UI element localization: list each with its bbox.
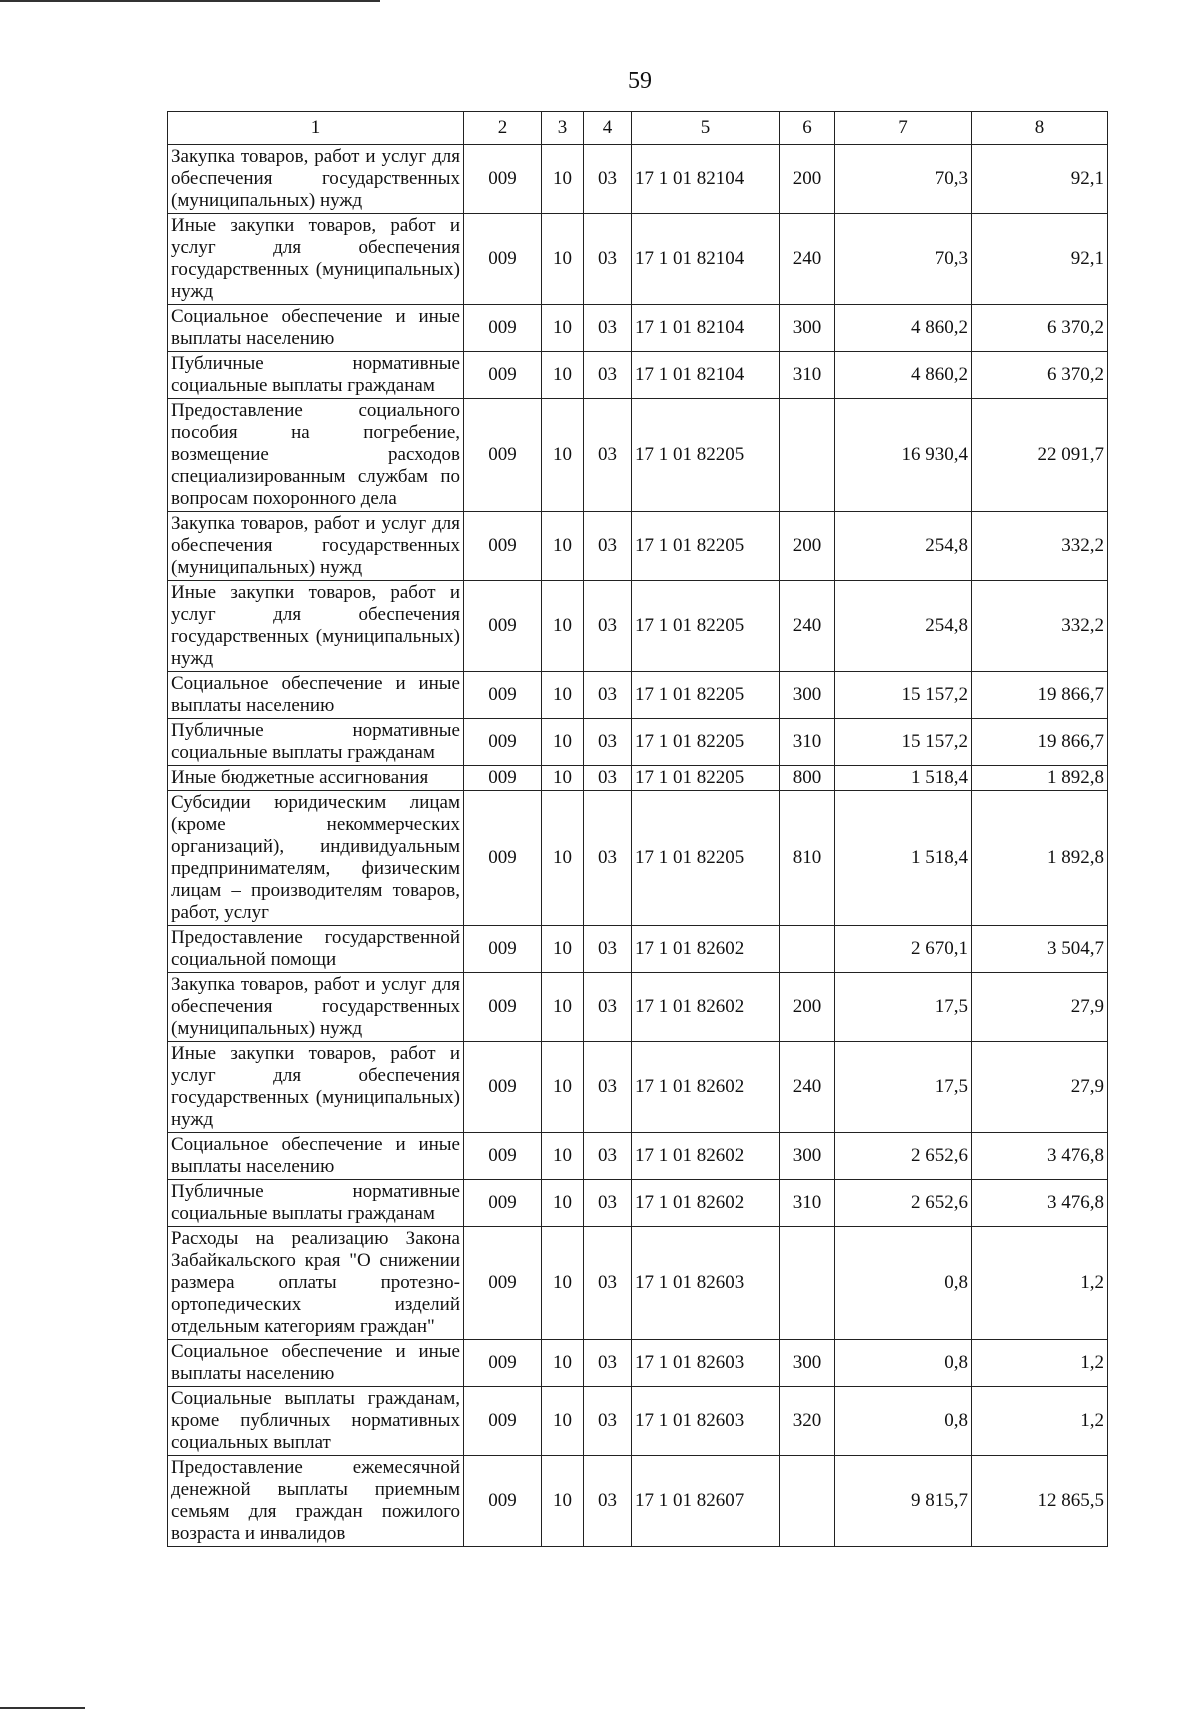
row-sum-1: 9 815,7: [835, 1456, 972, 1547]
row-csr: 17 1 01 82104: [632, 214, 780, 305]
row-rz: 10: [542, 1387, 584, 1456]
row-rz: 10: [542, 672, 584, 719]
row-vr: 310: [780, 1180, 835, 1227]
row-name: Предоставление государственной социальной помощи: [168, 926, 464, 973]
row-name: Социальное обеспечение и иные выплаты населению: [168, 305, 464, 352]
row-sum-2: 1,2: [972, 1227, 1108, 1340]
row-name: Закупка товаров, работ и услуг для обеспечения государственных (муниципальных) нужд: [168, 973, 464, 1042]
row-grbs: 009: [464, 399, 542, 512]
table-row: [168, 926, 1108, 973]
row-vr: [780, 1227, 835, 1340]
row-sum-2: 6 370,2: [972, 352, 1108, 399]
row-sum-2: 3 476,8: [972, 1133, 1108, 1180]
row-name: Предоставление социального пособия на погребение, возмещение расходов специализированным службам по вопросам похоронного дела: [168, 399, 464, 512]
row-name: Закупка товаров, работ и услуг для обеспечения государственных (муниципальных) нужд: [168, 145, 464, 214]
row-sum-1: 254,8: [835, 512, 972, 581]
row-sum-1: 2 652,6: [835, 1133, 972, 1180]
row-name: Социальное обеспечение и иные выплаты населению: [168, 672, 464, 719]
row-csr: 17 1 01 82603: [632, 1340, 780, 1387]
row-name: Иные закупки товаров, работ и услуг для обеспечения государственных (муниципальных) нужд: [168, 1042, 464, 1133]
budget-table: [167, 111, 1108, 1547]
col-header-6: 6: [780, 112, 835, 145]
row-name: Иные бюджетные ассигнования: [168, 766, 464, 791]
table-row: [168, 512, 1108, 581]
row-vr: 810: [780, 791, 835, 926]
row-grbs: 009: [464, 719, 542, 766]
row-rz: 10: [542, 1042, 584, 1133]
table-row: [168, 305, 1108, 352]
row-sum-1: 1 518,4: [835, 766, 972, 791]
col-header-1: 1: [168, 112, 464, 145]
row-vr: [780, 1456, 835, 1547]
row-rz: 10: [542, 352, 584, 399]
col-header-3: 3: [542, 112, 584, 145]
row-grbs: 009: [464, 512, 542, 581]
col-header-2: 2: [464, 112, 542, 145]
table-row: [168, 719, 1108, 766]
row-pr: 03: [584, 1180, 632, 1227]
row-grbs: 009: [464, 352, 542, 399]
row-rz: 10: [542, 1456, 584, 1547]
row-name: Публичные нормативные социальные выплаты гражданам: [168, 719, 464, 766]
row-csr: 17 1 01 82602: [632, 1133, 780, 1180]
row-pr: 03: [584, 1227, 632, 1340]
table-row: [168, 672, 1108, 719]
row-rz: 10: [542, 719, 584, 766]
row-csr: 17 1 01 82607: [632, 1456, 780, 1547]
table-row: [168, 1227, 1108, 1340]
row-grbs: 009: [464, 1387, 542, 1456]
row-grbs: 009: [464, 1227, 542, 1340]
row-grbs: 009: [464, 1456, 542, 1547]
row-rz: 10: [542, 973, 584, 1042]
row-csr: 17 1 01 82104: [632, 352, 780, 399]
row-name: Субсидии юридическим лицам (кроме некоммерческих организаций), индивидуальным предпринимателям, физическим лицам – производителям товаров, работ, услуг: [168, 791, 464, 926]
row-sum-1: 17,5: [835, 1042, 972, 1133]
row-rz: 10: [542, 581, 584, 672]
row-vr: 240: [780, 1042, 835, 1133]
row-name: Расходы на реализацию Закона Забайкальского края "О снижении размера оплаты протезно-ортопедических изделий отдельным категориям граждан": [168, 1227, 464, 1340]
row-vr: 200: [780, 145, 835, 214]
row-rz: 10: [542, 766, 584, 791]
row-sum-2: 1,2: [972, 1387, 1108, 1456]
row-pr: 03: [584, 399, 632, 512]
row-csr: 17 1 01 82602: [632, 926, 780, 973]
row-rz: 10: [542, 791, 584, 926]
row-csr: 17 1 01 82602: [632, 973, 780, 1042]
row-vr: 800: [780, 766, 835, 791]
row-rz: 10: [542, 1180, 584, 1227]
row-name: Социальное обеспечение и иные выплаты населению: [168, 1340, 464, 1387]
row-grbs: 009: [464, 672, 542, 719]
row-grbs: 009: [464, 791, 542, 926]
row-csr: 17 1 01 82104: [632, 305, 780, 352]
row-grbs: 009: [464, 1133, 542, 1180]
row-csr: 17 1 01 82205: [632, 766, 780, 791]
row-sum-2: 27,9: [972, 973, 1108, 1042]
table-row: [168, 581, 1108, 672]
row-rz: 10: [542, 214, 584, 305]
row-sum-2: 1,2: [972, 1340, 1108, 1387]
row-pr: 03: [584, 352, 632, 399]
row-grbs: 009: [464, 1180, 542, 1227]
row-sum-2: 332,2: [972, 581, 1108, 672]
row-sum-1: 4 860,2: [835, 352, 972, 399]
row-sum-1: 4 860,2: [835, 305, 972, 352]
row-vr: 300: [780, 1340, 835, 1387]
row-pr: 03: [584, 926, 632, 973]
row-name: Предоставление ежемесячной денежной выплаты приемным семьям для граждан пожилого возраста и инвалидов: [168, 1456, 464, 1547]
row-sum-2: 19 866,7: [972, 672, 1108, 719]
row-pr: 03: [584, 145, 632, 214]
row-pr: 03: [584, 1133, 632, 1180]
row-pr: 03: [584, 719, 632, 766]
row-rz: 10: [542, 305, 584, 352]
row-pr: 03: [584, 214, 632, 305]
row-rz: 10: [542, 512, 584, 581]
table-row: [168, 214, 1108, 305]
table-row: [168, 399, 1108, 512]
row-rz: 10: [542, 1340, 584, 1387]
row-grbs: 009: [464, 214, 542, 305]
row-sum-1: 70,3: [835, 145, 972, 214]
row-pr: 03: [584, 1340, 632, 1387]
table-row: [168, 1180, 1108, 1227]
row-vr: 240: [780, 214, 835, 305]
col-header-5: 5: [632, 112, 780, 145]
row-vr: 200: [780, 973, 835, 1042]
row-vr: 310: [780, 719, 835, 766]
row-grbs: 009: [464, 305, 542, 352]
scan-edge-top: [0, 0, 380, 2]
row-grbs: 009: [464, 1042, 542, 1133]
row-sum-1: 70,3: [835, 214, 972, 305]
row-sum-1: 1 518,4: [835, 791, 972, 926]
row-pr: 03: [584, 581, 632, 672]
table-row: [168, 766, 1108, 791]
row-sum-2: 27,9: [972, 1042, 1108, 1133]
row-vr: [780, 399, 835, 512]
table-row: [168, 1340, 1108, 1387]
row-csr: 17 1 01 82205: [632, 719, 780, 766]
row-grbs: 009: [464, 926, 542, 973]
row-pr: 03: [584, 512, 632, 581]
row-vr: 300: [780, 305, 835, 352]
row-rz: 10: [542, 926, 584, 973]
row-csr: 17 1 01 82205: [632, 791, 780, 926]
row-pr: 03: [584, 766, 632, 791]
row-pr: 03: [584, 305, 632, 352]
row-csr: 17 1 01 82205: [632, 399, 780, 512]
row-name: Социальные выплаты гражданам, кроме публичных нормативных социальных выплат: [168, 1387, 464, 1456]
row-vr: 200: [780, 512, 835, 581]
row-pr: 03: [584, 973, 632, 1042]
row-grbs: 009: [464, 973, 542, 1042]
col-header-8: 8: [972, 112, 1108, 145]
row-csr: 17 1 01 82205: [632, 581, 780, 672]
row-vr: 320: [780, 1387, 835, 1456]
row-csr: 17 1 01 82603: [632, 1227, 780, 1340]
row-pr: 03: [584, 1387, 632, 1456]
row-csr: 17 1 01 82205: [632, 672, 780, 719]
row-name: Закупка товаров, работ и услуг для обеспечения государственных (муниципальных) нужд: [168, 512, 464, 581]
row-sum-2: 1 892,8: [972, 791, 1108, 926]
row-sum-1: 0,8: [835, 1227, 972, 1340]
row-sum-1: 0,8: [835, 1340, 972, 1387]
row-vr: 300: [780, 672, 835, 719]
row-name: Публичные нормативные социальные выплаты гражданам: [168, 1180, 464, 1227]
row-vr: 240: [780, 581, 835, 672]
row-name: Иные закупки товаров, работ и услуг для обеспечения государственных (муниципальных) нужд: [168, 214, 464, 305]
page-number: 59: [628, 68, 652, 94]
row-sum-1: 15 157,2: [835, 719, 972, 766]
row-name: Социальное обеспечение и иные выплаты населению: [168, 1133, 464, 1180]
row-csr: 17 1 01 82205: [632, 512, 780, 581]
row-sum-1: 2 652,6: [835, 1180, 972, 1227]
table-row: [168, 973, 1108, 1042]
header-row: [168, 112, 1108, 145]
row-sum-1: 0,8: [835, 1387, 972, 1456]
row-csr: 17 1 01 82104: [632, 145, 780, 214]
row-grbs: 009: [464, 145, 542, 214]
row-grbs: 009: [464, 1340, 542, 1387]
row-csr: 17 1 01 82602: [632, 1180, 780, 1227]
row-rz: 10: [542, 145, 584, 214]
row-name: Публичные нормативные социальные выплаты гражданам: [168, 352, 464, 399]
table-row: [168, 1456, 1108, 1547]
row-sum-2: 12 865,5: [972, 1456, 1108, 1547]
row-sum-2: 19 866,7: [972, 719, 1108, 766]
row-csr: 17 1 01 82603: [632, 1387, 780, 1456]
row-sum-1: 16 930,4: [835, 399, 972, 512]
table-row: [168, 1133, 1108, 1180]
scan-edge-bottom: [0, 1707, 85, 1709]
row-sum-1: 254,8: [835, 581, 972, 672]
col-header-7: 7: [835, 112, 972, 145]
table-row: [168, 791, 1108, 926]
row-sum-2: 1 892,8: [972, 766, 1108, 791]
row-pr: 03: [584, 672, 632, 719]
row-sum-2: 92,1: [972, 214, 1108, 305]
row-sum-1: 17,5: [835, 973, 972, 1042]
row-sum-2: 92,1: [972, 145, 1108, 214]
row-vr: 300: [780, 1133, 835, 1180]
table-row: [168, 145, 1108, 214]
table-row: [168, 1387, 1108, 1456]
row-grbs: 009: [464, 581, 542, 672]
row-pr: 03: [584, 1042, 632, 1133]
row-sum-2: 6 370,2: [972, 305, 1108, 352]
row-name: Иные закупки товаров, работ и услуг для обеспечения государственных (муниципальных) нужд: [168, 581, 464, 672]
row-sum-2: 332,2: [972, 512, 1108, 581]
col-header-4: 4: [584, 112, 632, 145]
row-csr: 17 1 01 82602: [632, 1042, 780, 1133]
row-pr: 03: [584, 1456, 632, 1547]
row-sum-2: 22 091,7: [972, 399, 1108, 512]
row-rz: 10: [542, 1133, 584, 1180]
row-rz: 10: [542, 399, 584, 512]
row-grbs: 009: [464, 766, 542, 791]
row-vr: 310: [780, 352, 835, 399]
row-sum-2: 3 504,7: [972, 926, 1108, 973]
table-row: [168, 352, 1108, 399]
row-pr: 03: [584, 791, 632, 926]
row-sum-2: 3 476,8: [972, 1180, 1108, 1227]
row-sum-1: 2 670,1: [835, 926, 972, 973]
row-rz: 10: [542, 1227, 584, 1340]
row-sum-1: 15 157,2: [835, 672, 972, 719]
row-vr: [780, 926, 835, 973]
table-row: [168, 1042, 1108, 1133]
